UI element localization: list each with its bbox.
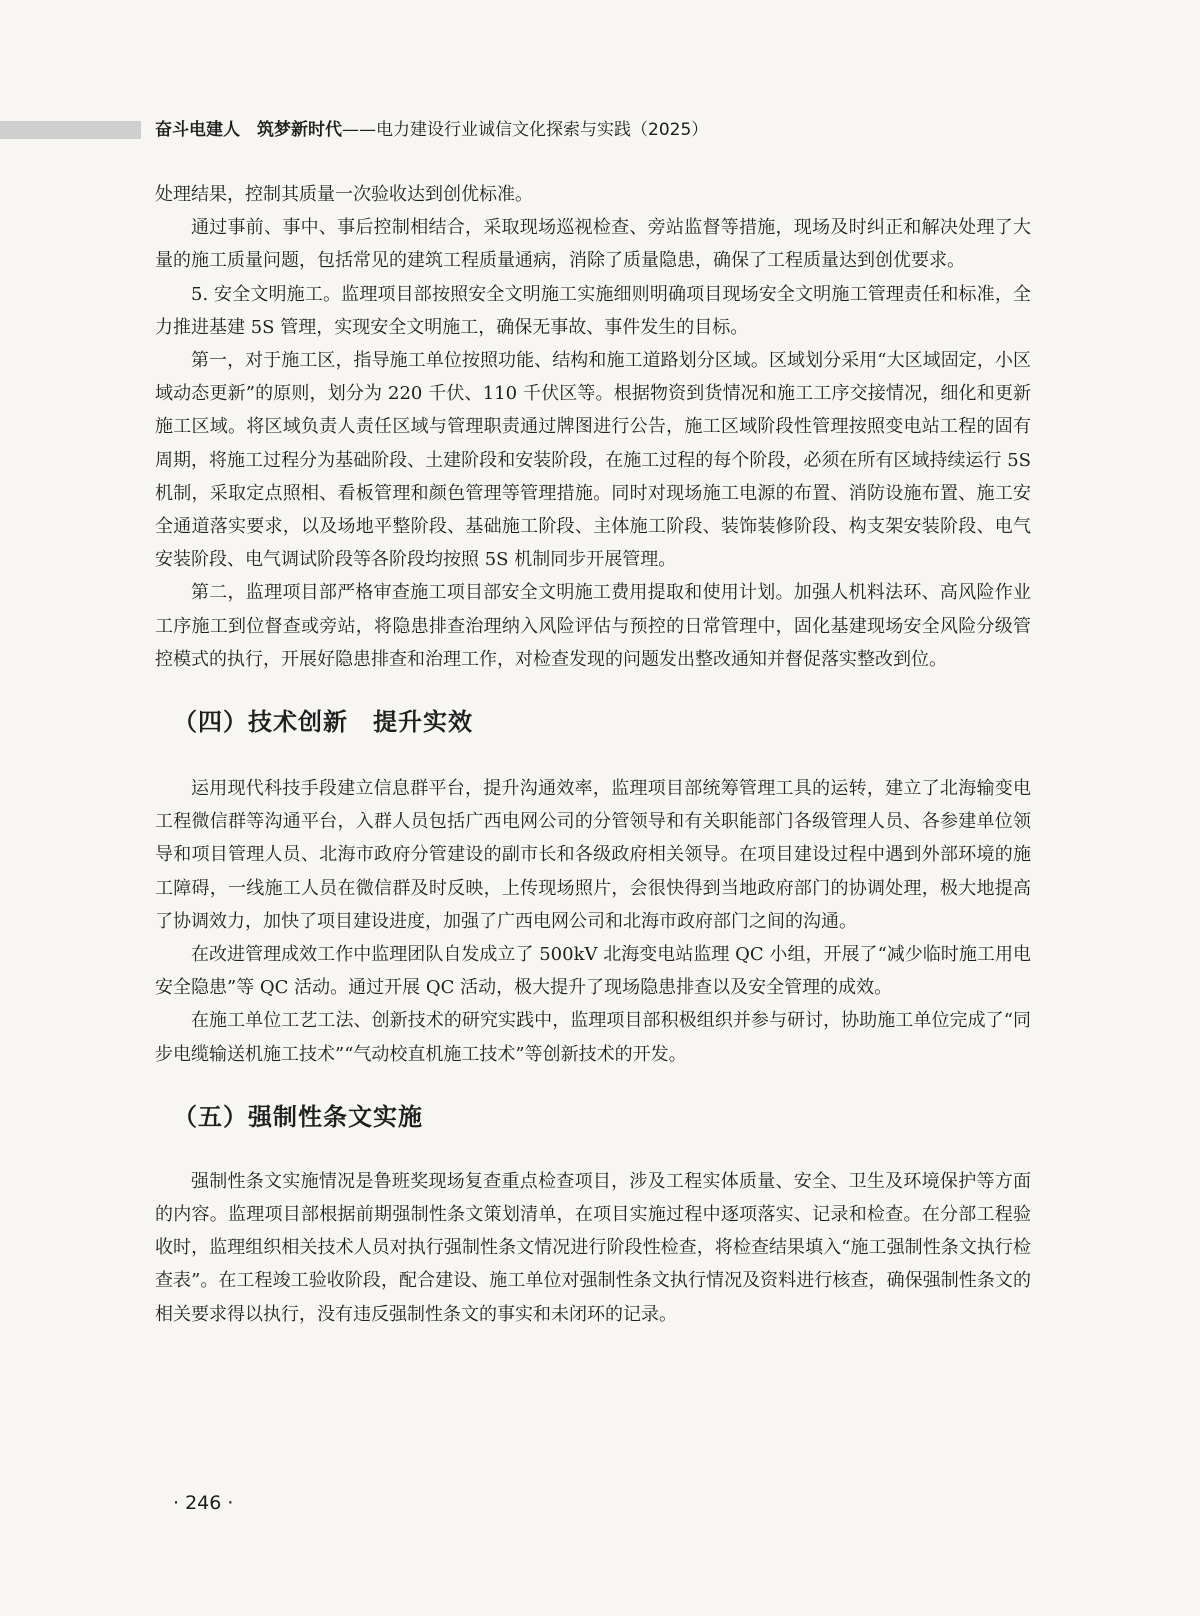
paragraph: 第一，对于施工区，指导施工单位按照功能、结构和施工道路划分区域。区域划分采用“大区域固定，小区域动态更新”的原则，划分为 220 千伏、110 千伏区等。根据物资到货情况和施工工序交接情况，细化和更新施工区域。将区域负责人责任区域与管理职责通过牌图进行公告，施工区域阶段性管理按照变电站工程的固有周期，将施工过程分为基础阶段、土建阶段和安装阶段，在施工过程的每个阶段，必须在所有区域持续运行 5S 机制，采取定点照相、看板管理和颜色管理等管理措施。同时对现场施工电源的布置、消防设施布置、施工安全通道落实要求，以及场地平整阶段、基础施工阶段、主体施工阶段、装饰装修阶段、构支架安装阶段、电气安装阶段、电气调试阶段等各阶段均按照 5S 机制同步开展管理。: [155, 350, 1031, 571]
paragraph: 通过事前、事中、事后控制相结合，采取现场巡视检查、旁站监督等措施，现场及时纠正和解决处理了大量的施工质量问题，包括常见的建筑工程质量通病，消除了质量隐患，确保了工程质量达到创优要求。: [155, 217, 1031, 272]
paragraph: 处理结果，控制其质量一次验收达到创优标准。: [155, 184, 533, 205]
header-bar: [0, 121, 141, 139]
paragraph: 第二，监理项目部严格审查施工项目部安全文明施工费用提取和使用计划。加强人机料法环、高风险作业工序施工到位督查或旁站，将隐患排查治理纳入风险评估与预控的日常管理中，固化基建现场安全风险分级管控模式的执行，开展好隐患排查和治理工作，对检查发现的问题发出整改通知并督促落实整改到位。: [155, 582, 1031, 670]
paragraph: 运用现代科技手段建立信息群平台，提升沟通效率，监理项目部统筹管理工具的运转，建立了北海输变电工程微信群等沟通平台，入群人员包括广西电网公司的分管领导和有关职能部门各级管理人员、各参建单位领导和项目管理人员、北海市政府分管建设的副市长和各级政府相关领导。在项目建设过程中遇到外部环境的施工障碍，一线施工人员在微信群及时反映，上传现场照片，会很快得到当地政府部门的协调处理，极大地提高了协调效力，加快了项目建设进度，加强了广西电网公司和北海市政府部门之间的沟通。: [155, 778, 1031, 932]
section-heading-5: （五）强制性条文实施: [173, 1101, 423, 1131]
page-body: [155, 178, 1031, 1331]
running-header: [155, 117, 708, 143]
paragraph: 强制性条文实施情况是鲁班奖现场复查重点检查项目，涉及工程实体质量、安全、卫生及环境保护等方面的内容。监理项目部根据前期强制性条文策划清单，在项目实施过程中逐项落实、记录和检查。在分部工程验收时，监理组织相关技术人员对执行强制性条文情况进行阶段性检查，将检查结果填入“施工强制性条文执行检查表”。在工程竣工验收阶段，配合建设、施工单位对强制性条文执行情况及资料进行核查，确保强制性条文的相关要求得以执行，没有违反强制性条文的事实和未闭环的记录。: [155, 1170, 1031, 1325]
header-title-bold: 奋斗电建人 筑梦新时代: [155, 120, 342, 140]
section-heading-4: （四）技术创新 提升实效: [173, 707, 473, 737]
header-title-rest: ——电力建设行业诚信文化探索与实践（2025）: [342, 120, 709, 140]
paragraph: 在改进管理成效工作中监理团队自发成立了 500kV 北海变电站监理 QC 小组，开展了“减少临时施工用电安全隐患”等 QC 活动。通过开展 QC 活动，极大提升了现场隐患排查以及安全管理的成效。: [155, 944, 1031, 999]
paragraph: 5. 安全文明施工。监理项目部按照安全文明施工实施细则明确项目现场安全文明施工管理责任和标准，全力推进基建 5S 管理，实现安全文明施工，确保无事故、事件发生的目标。: [155, 283, 1031, 338]
paragraph: 在施工单位工艺工法、创新技术的研究实践中，监理项目部积极组织并参与研讨，协助施工单位完成了“同步电缆输送机施工技术”“气动校直机施工技术”等创新技术的开发。: [155, 1010, 1031, 1065]
page-number: · 246 ·: [173, 1492, 234, 1514]
